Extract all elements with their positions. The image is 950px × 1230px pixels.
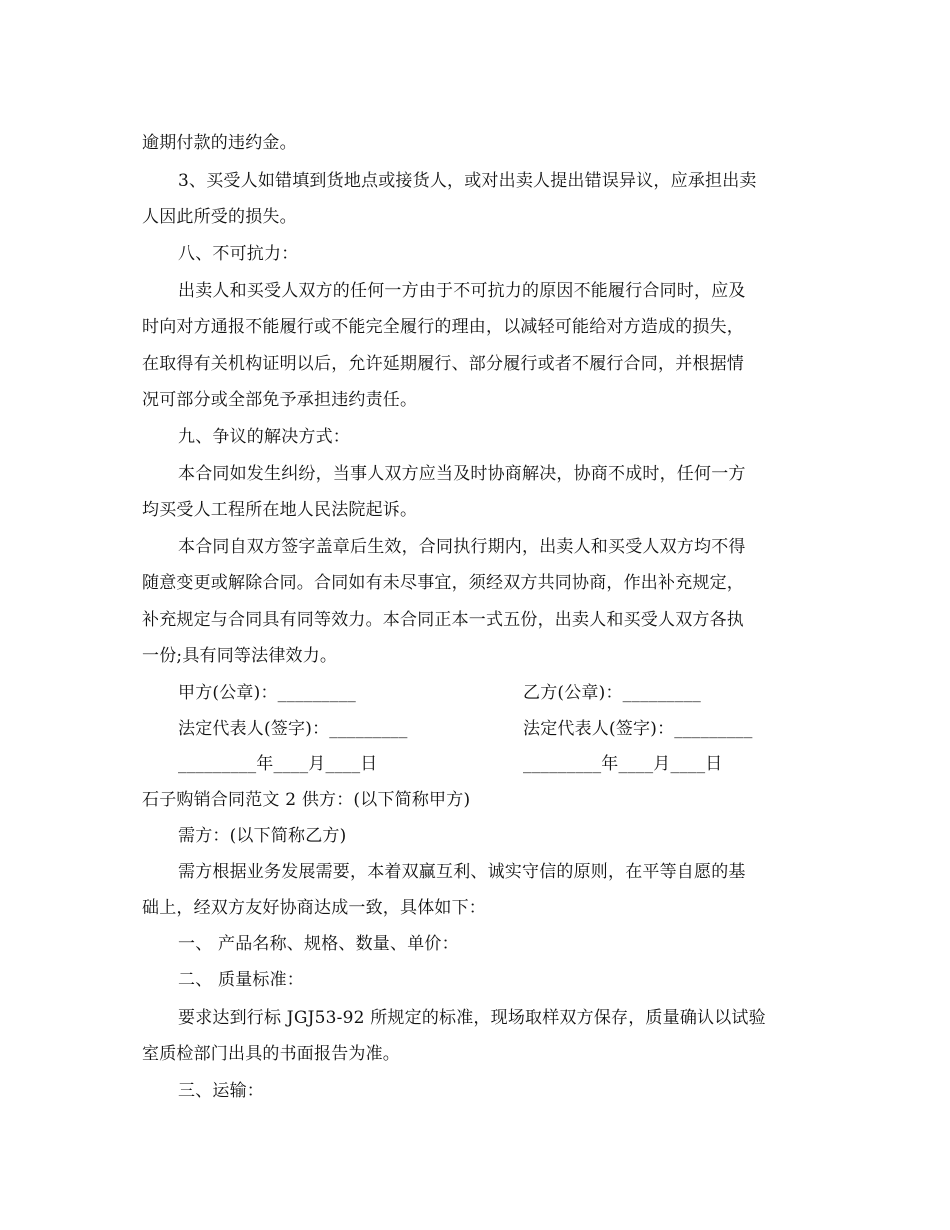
section-heading: 八、不可抗力： [178,244,299,264]
document-subtitle: 石子购销合同范文 2 供方：(以下简称甲方) [142,790,471,810]
text-line: 础上，经双方友好协商达成一致，具体如下： [142,898,486,918]
party-a-date: _________年____月____日 [178,754,378,774]
party-a-seal: 甲方(公章)：_________ [178,683,356,703]
party-a-representative: 法定代表人(签字)：_________ [178,719,408,739]
text-line: 一份;具有同等法律效力。 [142,646,338,666]
section-heading: 三、运输： [178,1081,264,1101]
text-line: 时向对方通报不能履行或不能完全履行的理由，以减轻可能给对方造成的损失， [142,317,744,337]
text-line: 需方：(以下简称乙方) [178,826,347,846]
text-line: 本合同如发生纠纷，当事人双方应当及时协商解决，协商不成时，任何一方 [178,464,746,484]
text-line: 逾期付款的违约金。 [142,133,297,153]
party-b-seal: 乙方(公章)：_________ [523,683,701,703]
section-heading: 九、争议的解决方式： [178,427,350,447]
text-line: 均买受人工程所在地人民法院起诉。 [142,500,418,520]
text-line: 要求达到行标 JGJ53-92 所规定的标准，现场取样双方保存，质量确认以试验 [178,1008,766,1028]
section-heading: 一、 产品名称、规格、数量、单价： [178,934,459,954]
text-line: 出卖人和买受人双方的任何一方由于不可抗力的原因不能履行合同时，应及 [178,281,746,301]
text-line: 室质检部门出具的书面报告为准。 [142,1044,400,1064]
text-line: 在取得有关机构证明以后，允许延期履行、部分履行或者不履行合同，并根据情 [142,354,744,374]
text-line: 人因此所受的损失。 [142,207,297,227]
text-line: 3、买受人如错填到货地点或接货人，或对出卖人提出错误异议，应承担出卖 [178,171,757,191]
text-line: 况可部分或全部免予承担违约责任。 [142,390,418,410]
text-line: 需方根据业务发展需要，本着双赢互利、诚实守信的原则，在平等自愿的基 [178,862,746,882]
text-line: 随意变更或解除合同。合同如有未尽事宜，须经双方共同协商，作出补充规定， [142,573,744,593]
text-line: 本合同自双方签字盖章后生效，合同执行期内，出卖人和买受人双方均不得 [178,537,746,557]
text-line: 补充规定与合同具有同等效力。本合同正本一式五份，出卖人和买受人双方各执 [142,610,744,630]
party-b-date: _________年____月____日 [523,754,723,774]
section-heading: 二、 质量标准： [178,970,305,990]
party-b-representative: 法定代表人(签字)：_________ [523,719,753,739]
